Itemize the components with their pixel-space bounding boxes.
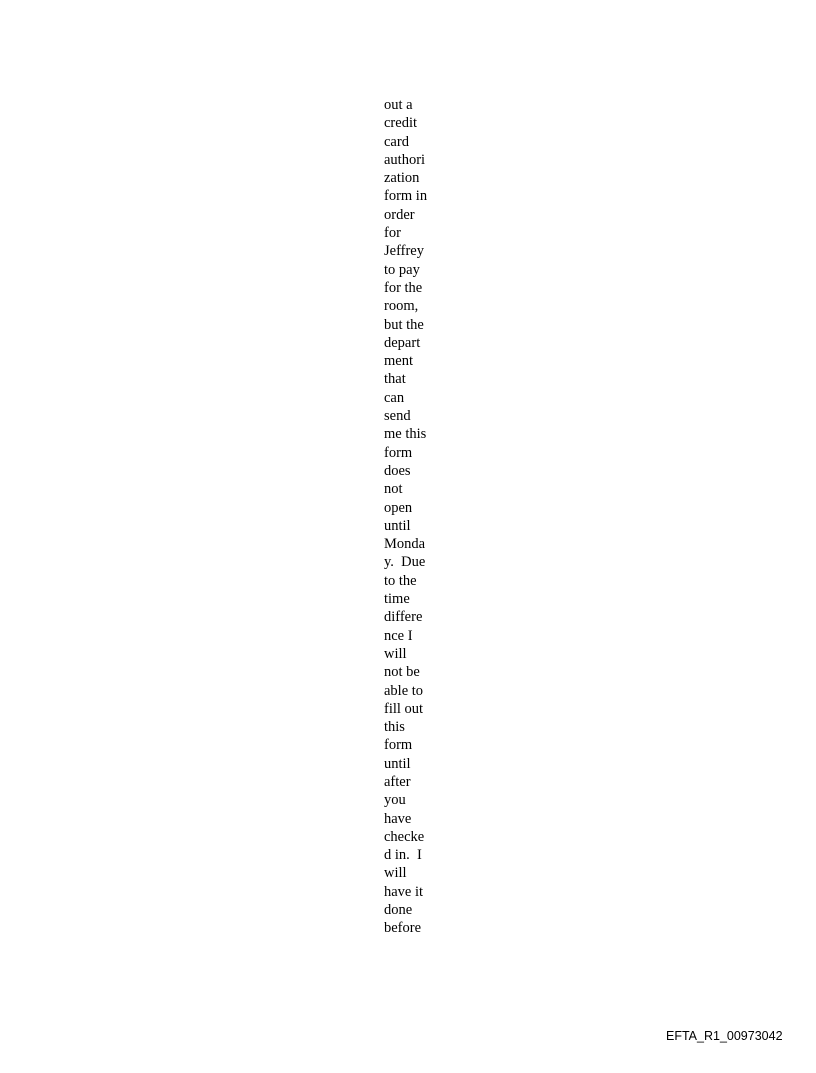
text-line: after	[384, 773, 411, 790]
text-line: room,	[384, 298, 419, 315]
text-line: can	[384, 389, 405, 406]
text-line: out a	[384, 97, 413, 113]
text-line: authori	[384, 151, 426, 168]
body-text-column	[384, 96, 444, 938]
text-line: d in. I	[384, 847, 422, 864]
text-line: form	[384, 737, 413, 754]
text-line: Monda	[384, 536, 426, 553]
text-line: for	[384, 225, 401, 242]
text-line: before	[384, 920, 422, 937]
text-line: not	[384, 481, 403, 498]
text-line: able to	[384, 682, 424, 699]
text-line: will	[384, 645, 407, 662]
text-line: have it	[384, 883, 424, 900]
text-line: card	[384, 133, 409, 150]
text-line: form in	[384, 188, 428, 205]
text-line: differe	[384, 609, 423, 626]
text-line: does	[384, 462, 411, 479]
text-line: fill out	[384, 700, 424, 717]
text-line: this	[384, 719, 405, 736]
text-line: until	[384, 517, 411, 534]
text-line: nce I	[384, 627, 413, 644]
text-line: form	[384, 444, 413, 461]
text-line: will	[384, 865, 407, 882]
text-line: y. Due	[384, 554, 426, 571]
text-line: open	[384, 499, 413, 516]
text-line: depart	[384, 334, 421, 351]
text-line: credit	[384, 115, 418, 132]
text-line: order	[384, 206, 415, 223]
text-line: to the	[384, 572, 417, 589]
text-line: for the	[384, 279, 423, 296]
text-line: not be	[384, 664, 420, 681]
bates-number: EFTA_R1_00973042	[666, 1029, 783, 1043]
text-line: done	[384, 902, 413, 919]
text-line: ment	[384, 353, 413, 370]
text-line: me this	[384, 426, 427, 443]
text-line: you	[384, 792, 406, 809]
text-line: checke	[384, 828, 425, 845]
text-line: but the	[384, 316, 424, 333]
text-line: to pay	[384, 261, 420, 278]
text-line: that	[384, 371, 406, 388]
text-line: send	[384, 408, 411, 425]
text-line: time	[384, 591, 410, 608]
text-line: Jeffrey	[384, 243, 424, 260]
text-line: until	[384, 755, 411, 772]
text-line: have	[384, 810, 412, 827]
text-line: zation	[384, 170, 420, 187]
